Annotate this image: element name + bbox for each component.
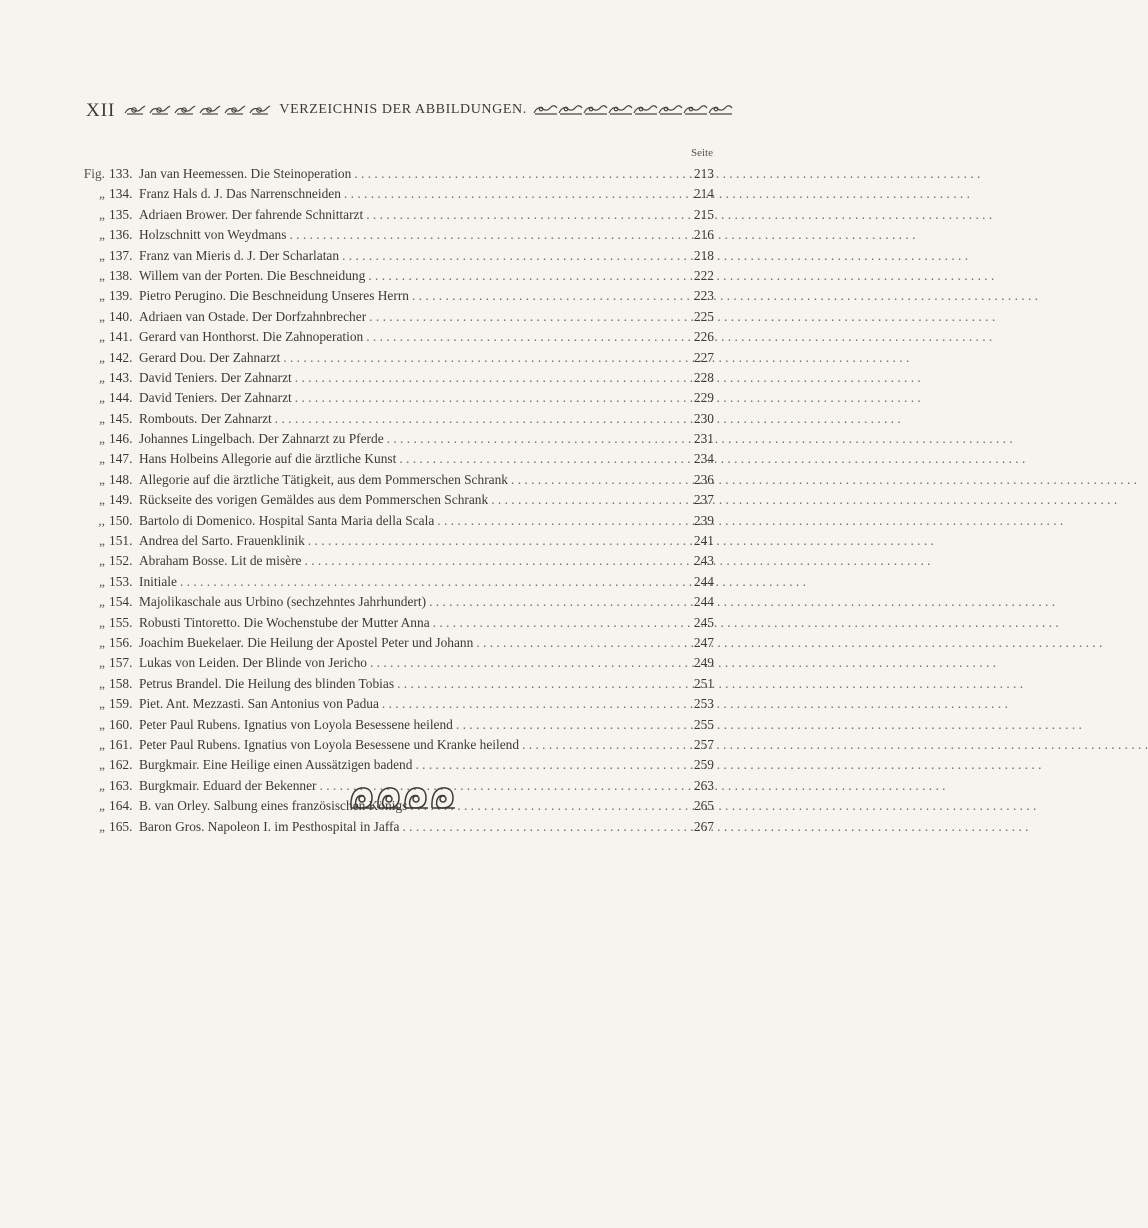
running-header <box>86 98 712 122</box>
figure-title: Abraham Bosse. Lit de misère <box>139 553 302 569</box>
figure-page-number: 241 <box>693 533 714 549</box>
dot-leader <box>366 207 686 223</box>
figure-page-number: 213 <box>693 166 714 181</box>
entry-prefix: ,, <box>98 512 105 528</box>
figure-number: 140. <box>109 308 133 324</box>
entry-prefix: „ <box>99 757 105 773</box>
wave-ornament-icon <box>533 102 733 118</box>
dot-leader <box>354 166 686 182</box>
figure-entry <box>83 615 714 635</box>
figure-page-number: 247 <box>693 634 714 650</box>
entry-prefix: „ <box>99 471 105 487</box>
entry-prefix: „ <box>99 594 105 610</box>
figure-entry <box>83 492 714 512</box>
entry-prefix: „ <box>99 329 105 345</box>
entry-prefix: „ <box>99 349 105 365</box>
entry-prefix: „ <box>99 798 105 814</box>
figure-number: 154. <box>109 594 133 610</box>
figure-title: Piet. Ant. Mezzasti. San Antonius von Padua <box>139 696 379 712</box>
figure-title: Robusti Tintoretto. Die Wochenstube der Mutter Anna <box>139 614 430 630</box>
figure-number: 135. <box>109 206 133 222</box>
figure-number: 141. <box>109 329 133 345</box>
figure-entry <box>83 574 714 594</box>
figure-number: 161. <box>109 736 133 752</box>
figure-title: Rombouts. Der Zahnarzt <box>139 410 272 426</box>
dot-leader <box>412 288 686 304</box>
figure-list <box>83 166 714 839</box>
entry-prefix: „ <box>99 186 105 202</box>
figure-entry <box>83 350 714 370</box>
figure-page-number: 253 <box>693 696 714 712</box>
figure-title: Johannes Lingelbach. Der Zahnarzt zu Pferde <box>139 431 384 447</box>
figure-page-number: 215 <box>693 206 714 222</box>
figure-number: 165. <box>109 818 133 834</box>
figure-number: 160. <box>109 716 133 732</box>
entry-prefix: „ <box>99 553 105 569</box>
figure-entry <box>83 594 714 614</box>
figure-page-number: 216 <box>693 227 714 243</box>
figure-entry <box>83 370 714 390</box>
figure-title: Petrus Brandel. Die Heilung des blinden Tobias <box>139 675 395 691</box>
figure-entry <box>83 696 714 716</box>
figure-number: 143. <box>109 369 133 385</box>
dot-leader <box>456 717 686 733</box>
figure-number: 134. <box>109 186 133 202</box>
figure-entry <box>83 431 714 451</box>
entry-prefix: „ <box>99 533 105 549</box>
figure-title: Peter Paul Rubens. Ignatius von Loyola Besessene und Kranke heilend <box>139 736 520 752</box>
entry-prefix: „ <box>99 634 105 650</box>
figure-title: Baron Gros. Napoleon I. im Pesthospital in Jaffa <box>139 818 400 834</box>
entry-prefix: „ <box>99 655 105 671</box>
figure-page-number: 263 <box>693 777 714 793</box>
figure-page-number: 251 <box>693 675 714 691</box>
figure-page-number: 259 <box>693 757 714 773</box>
figure-number: 164. <box>109 798 133 814</box>
entry-prefix: „ <box>99 410 105 426</box>
figure-entry <box>83 390 714 410</box>
dot-leader <box>397 676 686 692</box>
figure-number: 152. <box>109 553 133 569</box>
figure-number: 146. <box>109 431 133 447</box>
figure-number: 151. <box>109 533 133 549</box>
figure-number: 156. <box>109 634 133 650</box>
figure-page-number: 237 <box>693 492 714 508</box>
entry-prefix: „ <box>99 696 105 712</box>
figure-page-number: 265 <box>693 798 714 814</box>
figure-entry <box>83 329 714 349</box>
figure-title: Pietro Perugino. Die Beschneidung Unseres Herrn <box>139 288 409 304</box>
dot-leader <box>283 350 686 366</box>
entry-prefix: „ <box>99 614 105 630</box>
figure-number: 137. <box>109 247 133 263</box>
figure-page-number: 257 <box>693 736 714 752</box>
figure-entry <box>83 533 714 553</box>
figure-entry <box>83 655 714 675</box>
dot-leader <box>399 451 686 467</box>
figure-page-number: 222 <box>693 267 714 283</box>
entry-prefix: „ <box>99 288 105 304</box>
figure-entry <box>83 207 714 227</box>
dot-leader <box>491 492 686 508</box>
figure-number: 162. <box>109 757 133 773</box>
figure-title: Lukas von Leiden. Der Blinde von Jericho <box>139 655 367 671</box>
dot-leader <box>344 186 686 202</box>
figure-entry <box>83 288 714 308</box>
figure-number: 155. <box>109 614 133 630</box>
entry-prefix: „ <box>99 390 105 406</box>
figure-page-number: 243 <box>693 553 714 569</box>
figure-title: Hans Holbeins Allegorie auf die ärztliche Kunst <box>139 451 397 467</box>
dot-leader <box>387 431 686 447</box>
figure-page-number: 245 <box>693 614 714 630</box>
figure-number: 157. <box>109 655 133 671</box>
figure-title: Adriaen Brower. Der fahrende Schnittarzt <box>139 206 364 222</box>
figure-title: Bartolo di Domenico. Hospital Santa Maria della Scala <box>139 512 435 528</box>
entry-prefix: „ <box>99 431 105 447</box>
dot-leader <box>342 248 686 264</box>
figure-number: 138. <box>109 267 133 283</box>
dot-leader <box>308 533 686 549</box>
entry-prefix: „ <box>99 451 105 467</box>
lamp-ornament-icon <box>123 102 273 118</box>
figure-title: Majolikaschale aus Urbino (sechzehntes Jahrhundert) <box>139 594 427 610</box>
figure-entry <box>83 676 714 696</box>
figure-entry <box>83 309 714 329</box>
entry-prefix: Fig. <box>83 166 105 181</box>
entry-prefix: „ <box>99 247 105 263</box>
entry-prefix: „ <box>99 206 105 222</box>
figure-number: 139. <box>109 288 133 304</box>
figure-number: 142. <box>109 349 133 365</box>
figure-page-number: 229 <box>693 390 714 406</box>
dot-leader <box>429 594 686 610</box>
dot-leader <box>437 513 686 529</box>
figure-number: 149. <box>109 492 133 508</box>
figure-page-number: 228 <box>693 369 714 385</box>
figure-page-number: 244 <box>693 594 714 610</box>
figure-title: Allegorie auf die ärztliche Tätigkeit, aus dem Pommerschen Schrank <box>139 471 508 487</box>
figure-page-number: 227 <box>693 349 714 365</box>
figure-entry <box>83 757 714 777</box>
figure-page-number: 236 <box>693 471 714 487</box>
figure-number: 148. <box>109 471 133 487</box>
entry-prefix: „ <box>99 492 105 508</box>
entry-prefix: „ <box>99 369 105 385</box>
figure-page-number: 231 <box>693 431 714 447</box>
figure-entry <box>83 248 714 268</box>
figure-number: 145. <box>109 410 133 426</box>
figure-page-number: 225 <box>693 308 714 324</box>
figure-entry <box>83 411 714 431</box>
figure-page-number: 226 <box>693 329 714 345</box>
figure-page-number: 239 <box>693 512 714 528</box>
header-title: VERZEICHNIS DER ABBILDUNGEN. <box>279 102 527 117</box>
figure-title: Joachim Buekelaer. Die Heilung der Apostel Peter und Johann <box>139 634 474 650</box>
figure-entry <box>83 553 714 573</box>
page-number: XII <box>86 99 116 121</box>
figure-title: Holzschnitt von Weydmans <box>139 227 287 243</box>
figure-page-number: 214 <box>693 186 714 202</box>
figure-page-number: 234 <box>693 451 714 467</box>
figure-page-number: 223 <box>693 288 714 304</box>
dot-leader <box>295 370 686 386</box>
figure-page-number: 255 <box>693 716 714 732</box>
page-column-heading: Seite <box>691 147 713 159</box>
figure-number: 158. <box>109 675 133 691</box>
figure-title: Franz van Mieris d. J. Der Scharlatan <box>139 247 340 263</box>
figure-number: 144. <box>109 390 133 406</box>
figure-page-number: 218 <box>693 247 714 263</box>
entry-prefix: „ <box>99 818 105 834</box>
figure-title: Willem van der Porten. Die Beschneidung <box>139 267 366 283</box>
dot-leader <box>180 574 686 590</box>
dot-leader <box>369 309 686 325</box>
figure-title: David Teniers. Der Zahnarzt <box>139 390 292 406</box>
dot-leader <box>289 227 686 243</box>
figure-page-number: 249 <box>693 655 714 671</box>
dot-leader <box>522 737 686 753</box>
dot-leader <box>370 655 686 671</box>
figure-title: Adriaen van Ostade. Der Dorfzahnbrecher <box>139 308 367 324</box>
figure-title: Peter Paul Rubens. Ignatius von Loyola Besessene heilend <box>139 716 453 732</box>
figure-number: 147. <box>109 451 133 467</box>
figure-number: 163. <box>109 777 133 793</box>
dot-leader <box>433 615 686 631</box>
figure-title: Burgkmair. Eine Heilige einen Aussätzigen badend <box>139 757 413 773</box>
figure-number: 159. <box>109 696 133 712</box>
figure-page-number: 244 <box>693 573 714 589</box>
figure-entry <box>83 268 714 288</box>
figure-page-number: 230 <box>693 410 714 426</box>
figure-title: Andrea del Sarto. Frauenklinik <box>139 533 305 549</box>
figure-title: Rückseite des vorigen Gemäldes aus dem Pommerschen Schrank <box>139 492 489 508</box>
figure-number: 133. <box>109 166 133 181</box>
figure-title: Jan van Heemessen. Die Steinoperation <box>139 166 352 181</box>
dot-leader <box>366 329 686 345</box>
dot-leader <box>275 411 686 427</box>
dot-leader <box>305 553 686 569</box>
figure-entry <box>83 819 714 839</box>
figure-title: David Teniers. Der Zahnarzt <box>139 369 292 385</box>
dot-leader <box>415 757 686 773</box>
dot-leader <box>368 268 686 284</box>
entry-prefix: „ <box>99 736 105 752</box>
figure-entry <box>83 737 714 757</box>
figure-number: 153. <box>109 573 133 589</box>
knot-ornament-icon <box>348 782 458 814</box>
entry-prefix: „ <box>99 267 105 283</box>
figure-title: Gerard van Honthorst. Die Zahnoperation <box>139 329 364 345</box>
figure-title: Initiale <box>139 573 177 589</box>
figure-entry <box>83 227 714 247</box>
entry-prefix: „ <box>99 308 105 324</box>
dot-leader <box>476 635 686 651</box>
figure-number: 150. <box>109 512 133 528</box>
entry-prefix: „ <box>99 716 105 732</box>
dot-leader <box>295 390 686 406</box>
figure-entry <box>83 472 714 492</box>
entry-prefix: „ <box>99 573 105 589</box>
figure-entry <box>83 186 714 206</box>
dot-leader <box>511 472 686 488</box>
figure-entry <box>83 451 714 471</box>
figure-title: B. van Orley. Salbung eines französischen Königs <box>139 798 408 814</box>
figure-entry <box>83 635 714 655</box>
entry-prefix: „ <box>99 777 105 793</box>
entry-prefix: „ <box>99 227 105 243</box>
figure-page-number: 267 <box>693 818 714 834</box>
figure-title: Franz Hals d. J. Das Narrenschneiden <box>139 186 341 202</box>
figure-entry <box>83 513 714 533</box>
figure-number: 136. <box>109 227 133 243</box>
entry-prefix: „ <box>99 675 105 691</box>
dot-leader <box>382 696 686 712</box>
dot-leader <box>402 819 686 835</box>
figure-title: Burgkmair. Eduard der Bekenner <box>139 777 317 793</box>
figure-entry <box>83 166 714 186</box>
figure-entry <box>83 717 714 737</box>
figure-title: Gerard Dou. Der Zahnarzt <box>139 349 281 365</box>
